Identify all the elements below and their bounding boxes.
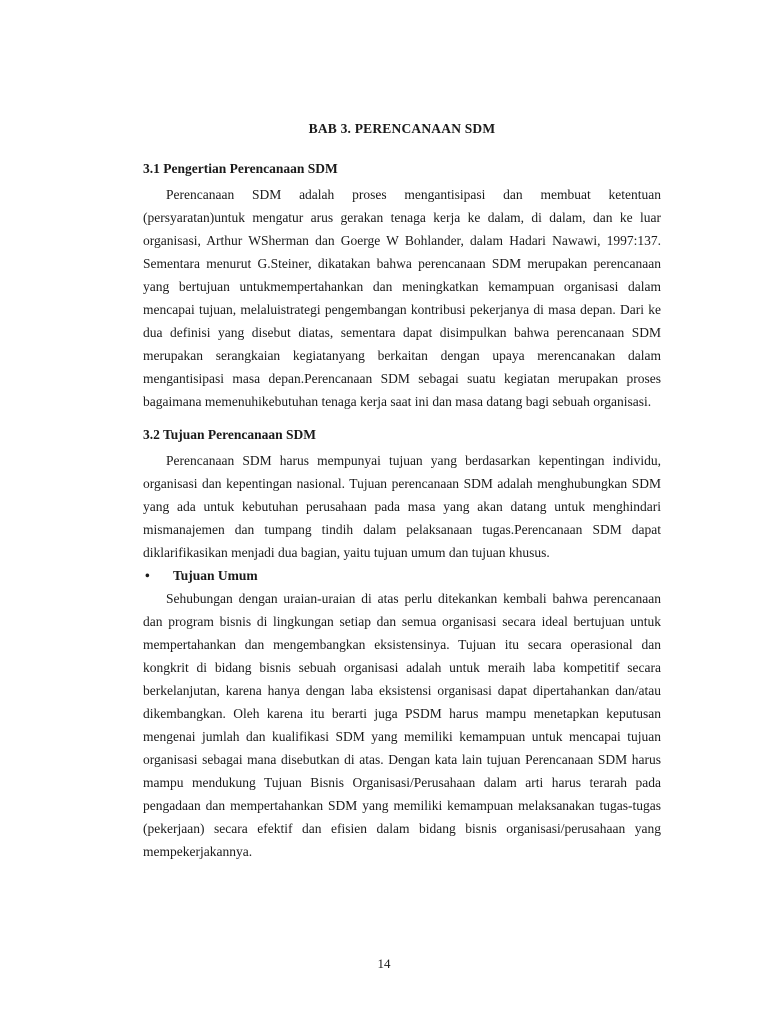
- paragraph-tujuan: Perencanaan SDM harus mempunyai tujuan yang berdasarkan kepentingan individu, organisasi dan kepentingan nasional. Tujuan perencanaan SDM adalah menghubungkan SDM yang ada untuk kebutuhan perusahaan pada masa yang akan datang untuk menghindari mismanajemen dan tumpang tindih dalam pelaksanaan tugas.Perencanaan SDM dapat diklarifikasikan menjadi dua bagian, yaitu tujuan umum dan tujuan khusus.: [143, 453, 661, 560]
- paragraph-tujuan-umum: Sehubungan dengan uraian-uraian di atas perlu ditekankan kembali bahwa perencanaan dan program bisnis di lingkungan setiap dan semua organisasi secara ideal bertujuan untuk mempertahankan dan mengembangkan eksistensinya. Tujuan itu secara operasional dan kongkrit di bidang bisnis sebuah organisasi adalah untuk meraih laba kompetitif secara berkelanjutan, karena hanya dengan laba eksistensi organisasi dapat dipertahankan dan/atau dikembangkan. Oleh karena itu berarti juga PSDM harus mampu menetapkan keputusan mengenai jumlah dan kualifikasi SDM yang memiliki kemampuan untuk mencapai tujuan organisasi sebagai mana disebutkan di atas. Dengan kata lain tujuan Perencanaan SDM harus mampu mendukung Tujuan Bisnis Organisasi/Perusahaan dalam arti harus terarah pada pengadaan dan mempertahankan SDM yang memiliki kemampuan melaksanakan tugas-tugas (pekerjaan) secara efektif dan efisien dalam bidang bisnis organisasi/perusahaan yang mempekerjakannya.: [143, 591, 661, 859]
- paragraph-pengertian: Perencanaan SDM adalah proses mengantisipasi dan membuat ketentuan (persyaratan)untuk mengatur arus gerakan tenaga kerja ke dalam, di dalam, dan ke luar organisasi, Arthur WSherman dan Goerge W Bohlander, dalam Hadari Nawawi, 1997:137. Sementara menurut G.Steiner, dikatakan bahwa perencanaan SDM merupakan perencanaan yang bertujuan untukmempertahankan dan meningkatkan kemampuan organisasi dalam mencapai tujuan, melaluistrategi pengembangan kontribusi pekerjanya di masa depan. Dari ke dua definisi yang disebut diatas, sementara dapat disimpulkan bahwa perencanaan SDM merupakan serangkaian kegiatanyang berkaitan dengan upaya merencanakan dalam mengantisipasi masa depan.Perencanaan SDM sebagai suatu kegiatan merupakan proses bagaimana memenuhikebutuhan tenaga kerja saat ini dan masa datang bagi sebuah organisasi.: [143, 187, 661, 409]
- bullet-label: Tujuan Umum: [173, 568, 258, 583]
- section-heading-tujuan: 3.2 Tujuan Perencanaan SDM: [143, 427, 317, 442]
- spacer: [143, 413, 661, 427]
- section-heading-pengertian: 3.1 Pengertian Perencanaan SDM: [143, 161, 338, 176]
- page-content: [143, 121, 661, 863]
- bullet-item-tujuan-umum: [143, 564, 661, 587]
- chapter-title: BAB 3. PERENCANAAN SDM: [308, 121, 496, 136]
- bullet-icon: •: [145, 568, 150, 583]
- page-number: 14: [377, 956, 391, 971]
